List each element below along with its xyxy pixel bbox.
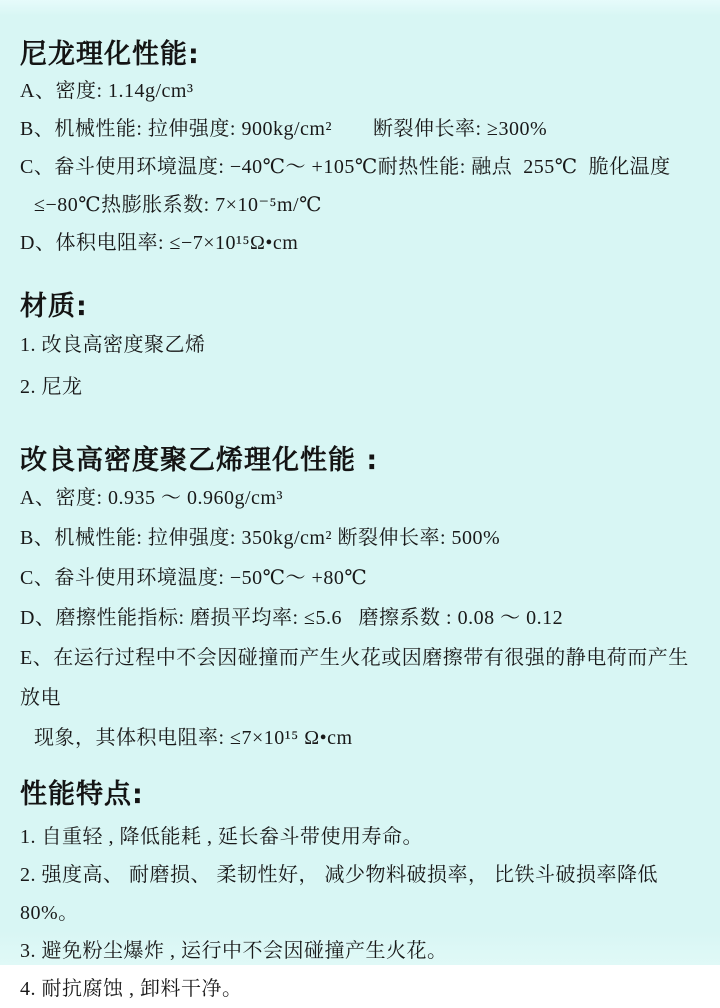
material-item-nylon: 2. 尼龙 xyxy=(20,376,83,398)
feature-item-no-spark: 3. 避免粉尘爆炸 , 运行中不会因碰撞产生火花。 xyxy=(20,940,448,962)
spec-line-hdpe-temperature: C、畚斗使用环境温度: −50℃～ +80℃ xyxy=(20,567,368,589)
section-material xyxy=(20,290,702,408)
spec-line-hdpe-antistatic: E、在运行过程中不会因碰撞而产生火花或因磨擦带有很强的静电荷而产生放电 xyxy=(20,647,689,709)
spec-line-nylon-mechanical: B、机械性能: 拉伸强度: 900kg/cm² 断裂伸长率: ≥300% xyxy=(20,118,548,140)
section-title-hdpe-properties: 改良高密度聚乙烯理化性能 : xyxy=(20,445,379,476)
spec-line-nylon-temperature: C、畚斗使用环境温度: −40℃～ +105℃耐热性能: 融点 255℃ 脆化温度 xyxy=(20,156,671,178)
material-item-hdpe: 1. 改良高密度聚乙烯 xyxy=(20,334,206,356)
feature-item-strength: 2. 强度高、 耐磨损、 柔韧性好， 减少物料破损率， 比铁斗破损率降低 80%。 xyxy=(20,864,664,924)
section-title-material: 材质: xyxy=(20,291,88,322)
section-lines xyxy=(20,478,702,758)
spec-line-hdpe-antistatic-cont: 现象，其体积电阻率: ≤7×10¹⁵ Ω•cm xyxy=(34,727,353,749)
section-hdpe-properties xyxy=(20,444,702,758)
spec-line-nylon-temperature-cont: ≤−80℃热膨胀系数: 7×10⁻⁵m/℃ xyxy=(34,194,322,216)
section-nylon-properties xyxy=(20,38,702,262)
section-lines xyxy=(20,72,702,262)
section-lines xyxy=(20,324,702,408)
feature-item-corrosion: 4. 耐抗腐蚀 , 卸料干净。 xyxy=(20,978,243,1000)
section-lines xyxy=(20,818,702,1008)
section-performance-features xyxy=(20,778,702,1008)
feature-item-lightweight: 1. 自重轻 , 降低能耗 , 延长畚斗带使用寿命。 xyxy=(20,826,423,848)
spec-line-hdpe-density: A、密度: 0.935 ～ 0.960g/cm³ xyxy=(20,487,283,509)
spec-line-nylon-density: A、密度: 1.14g/cm³ xyxy=(20,80,194,102)
section-title-performance-features: 性能特点: xyxy=(20,779,144,810)
spec-line-hdpe-mechanical: B、机械性能: 拉伸强度: 350kg/cm² 断裂伸长率: 500% xyxy=(20,527,501,549)
spec-line-hdpe-friction: D、磨擦性能指标: 磨损平均率: ≤5.6 磨擦系数 : 0.08 ～ 0.12 xyxy=(20,607,564,629)
section-title-nylon-properties: 尼龙理化性能: xyxy=(20,39,200,70)
spec-line-nylon-resistivity: D、体积电阻率: ≤−7×10¹⁵Ω•cm xyxy=(20,232,299,254)
